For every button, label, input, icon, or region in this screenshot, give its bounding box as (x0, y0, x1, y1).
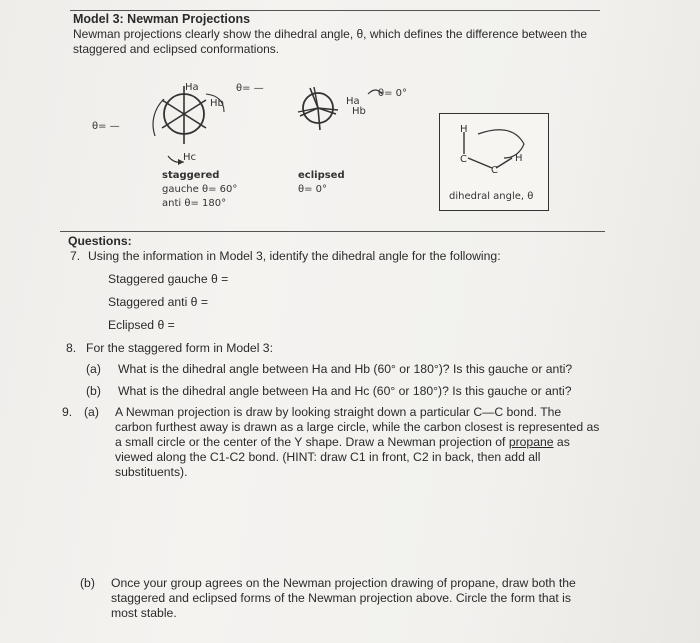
staggered-hb-label: Hb (210, 98, 224, 109)
staggered-gauche: gauche θ= 60° (162, 184, 238, 195)
eclipsed-name: eclipsed (298, 170, 345, 181)
staggered-hc-label: Hc (183, 152, 197, 163)
dihedral-h-top: H (460, 124, 468, 135)
q8b-text: What is the dihedral angle between Ha and Hc (60° or 180°)? Is this gauche or anti? (118, 384, 572, 398)
q7-item-anti: Staggered anti θ = (108, 295, 208, 309)
questions-heading: Questions: (68, 234, 132, 248)
theta-left-label: θ= — (92, 121, 120, 132)
q9a-text (115, 405, 600, 480)
q7-item-gauche: Staggered gauche θ = (108, 272, 229, 286)
q8a-label: (a) (86, 362, 101, 376)
eclipsed-ha-label: Ha (346, 96, 360, 107)
q9b-text: Once your group agrees on the Newman projection drawing of propane, draw both the staggered and eclipsed forms of the Newman projection above. Circle the form that is most stable. (111, 576, 576, 620)
q7-text: Using the information in Model 3, identify the dihedral angle for the following: (88, 249, 501, 263)
intro-text: Newman projections clearly show the dihedral angle, θ, which defines the difference between the staggered and eclipsed conformations. (73, 27, 588, 56)
dihedral-c-right: C (491, 165, 498, 176)
q9a-propane-link: propane (508, 435, 554, 449)
q9b-label: (b) (80, 576, 95, 590)
q7-item-eclipsed: Eclipsed θ = (108, 318, 175, 332)
q9a-text-part1: A Newman projection is draw by looking straight down a particular C—C bond. The carbon furthest away is drawn as a large circle, while the carbon closest is represented as a small circle or the center of the Y shape. Draw a Newman projection of (115, 405, 600, 449)
q8-number: 8. (66, 341, 77, 355)
q8b-label: (b) (86, 384, 101, 398)
top-rule (70, 10, 600, 11)
q8a-text: What is the dihedral angle between Ha and Hb (60° or 180°)? Is this gauche or anti? (118, 362, 573, 376)
page-title: Model 3: Newman Projections (73, 12, 251, 26)
staggered-anti: anti θ= 180° (162, 198, 227, 209)
q9-number: 9. (62, 405, 73, 419)
questions-rule (60, 231, 605, 232)
eclipsed-hb-label: Hb (352, 106, 366, 117)
q8-text: For the staggered form in Model 3: (86, 341, 273, 355)
q9a-label: (a) (84, 405, 99, 419)
staggered-angle-arc (153, 99, 164, 136)
eclipsed-angle-label: θ= 0° (378, 88, 408, 99)
staggered-name: staggered (162, 170, 220, 181)
q7-number: 7. (70, 249, 81, 263)
theta-top-label: θ= — (236, 83, 264, 94)
dihedral-h-right: H (515, 153, 523, 164)
q9a-text-part2: as viewed along the C1-C2 bond. (HINT: draw C1 in front, C2 in back, then add all substituents). (115, 435, 570, 479)
dihedral-caption: dihedral angle, θ (449, 191, 534, 202)
staggered-ha-label: Ha (185, 82, 199, 93)
dihedral-c-left: C (460, 154, 467, 165)
eclipsed-angle: θ= 0° (298, 184, 328, 195)
